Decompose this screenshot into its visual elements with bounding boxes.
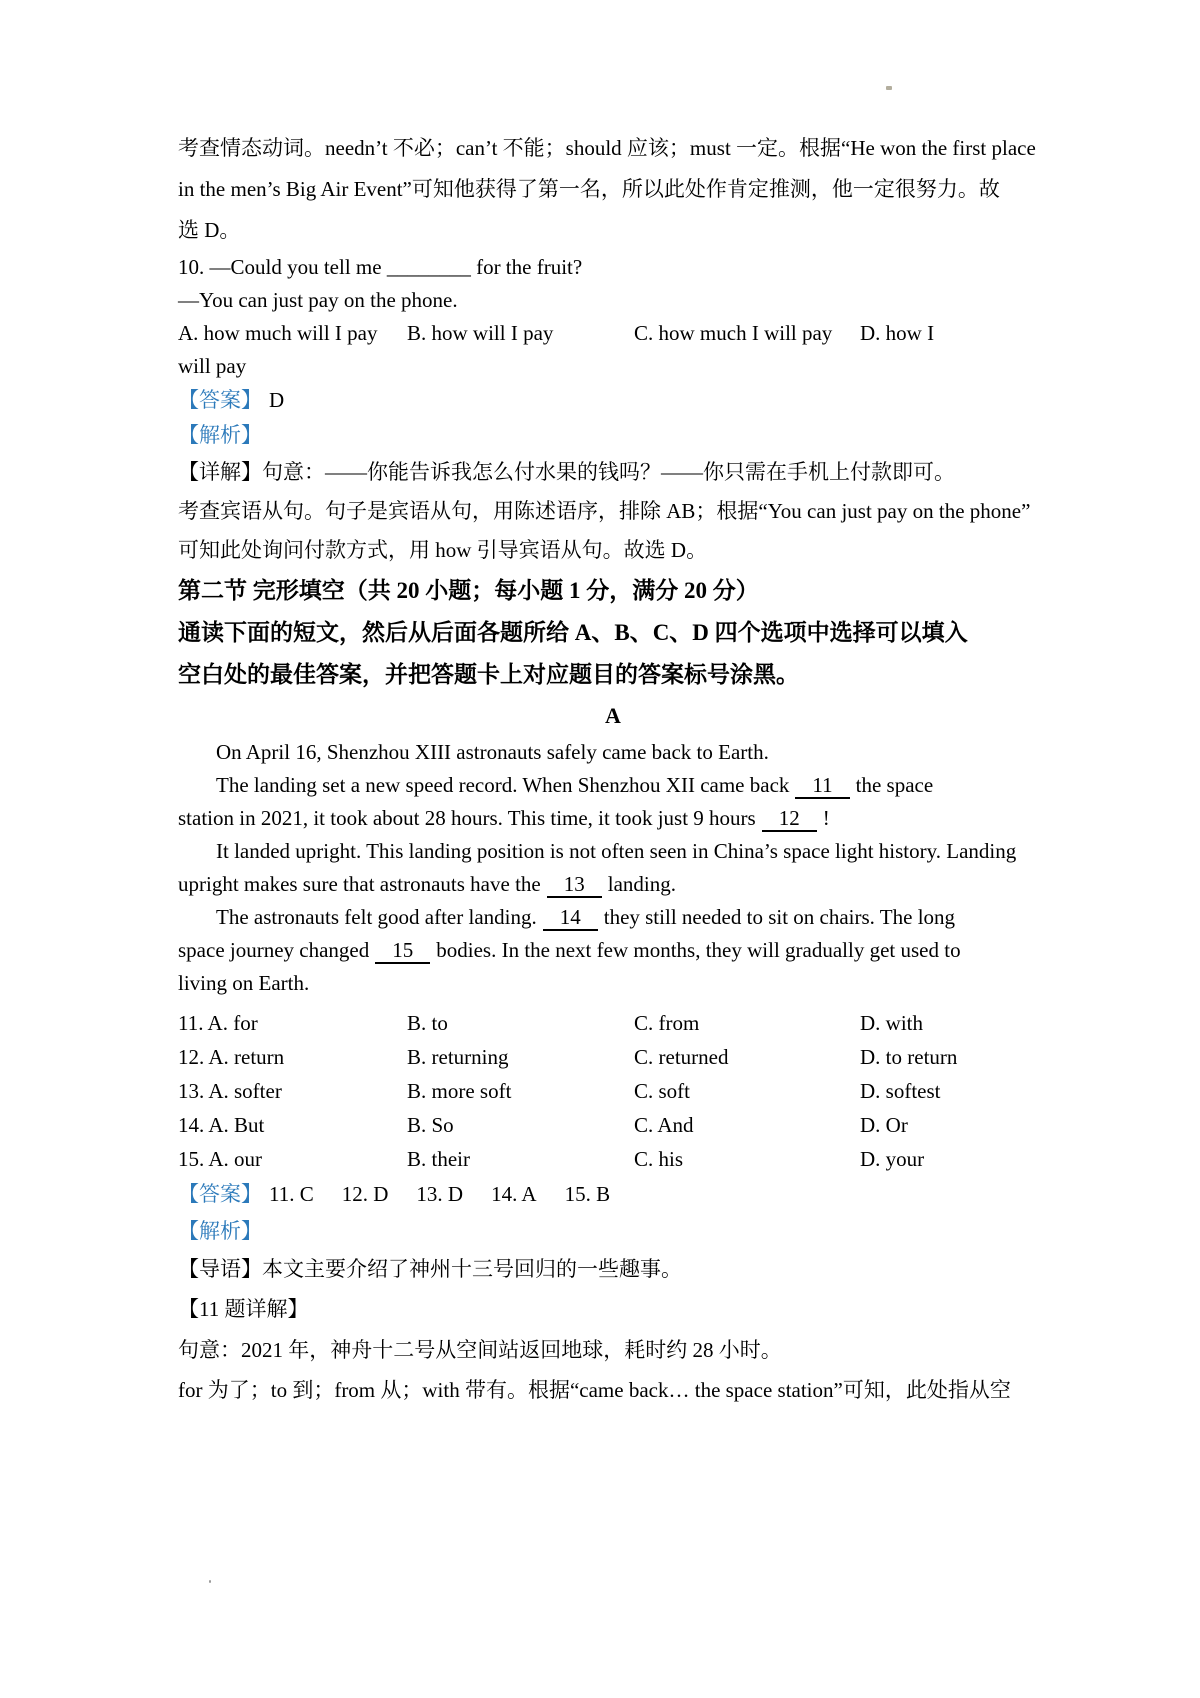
passage-text: station in 2021, it took about 28 hours. This time, it took just 9 hours: [178, 806, 756, 830]
option-row-15: [178, 1142, 1048, 1176]
option-d: D. to return: [860, 1045, 958, 1069]
passage-text: the space: [855, 773, 934, 797]
analysis-label: 【解析】: [178, 1219, 262, 1243]
option-b: B. how will I pay: [407, 321, 554, 345]
passage-text: space journey changed: [178, 938, 370, 962]
passage-text: The landing set a new speed record. When Shenzhou XII came back: [216, 773, 790, 797]
analysis-label: 【解析】: [178, 423, 262, 447]
q10-detail-line: 考查宾语从句。句子是宾语从句，用陈述语序，排除 AB；根据“You can just pay on the phone”: [178, 499, 1031, 523]
passage-line: [178, 802, 1048, 835]
option-d: D. how I: [860, 321, 935, 345]
option-b: B. more soft: [407, 1079, 512, 1103]
passage-text: upright makes sure that astronauts have the: [178, 872, 541, 896]
answer-value: D: [269, 388, 285, 412]
q10-detail-line: 【详解】句意：——你能告诉我怎么付水果的钱吗？——你只需在手机上付款即可。: [178, 460, 955, 484]
cloze-blank-11: 11: [795, 773, 849, 799]
cloze-blank-15: 15: [375, 938, 430, 964]
answer-item: 11. C: [269, 1182, 314, 1206]
option-b: B. their: [407, 1147, 470, 1171]
option-c: C. from: [634, 1011, 700, 1035]
passage-text: they still needed to sit on chairs. The long: [603, 905, 956, 929]
option-b: B. to: [407, 1011, 448, 1035]
passage-line: [178, 769, 1048, 802]
answer-item: 13. D: [416, 1182, 464, 1206]
answer-item: 12. D: [341, 1182, 389, 1206]
section-heading: 第二节 完形填空（共 20 小题；每小题 1 分，满分 20 分）: [178, 578, 759, 603]
document-content: [178, 128, 1048, 1410]
section-instructions-line: 空白处的最佳答案，并把答题卡上对应题目的答案标号涂黑。: [178, 662, 799, 687]
answer-item: 15. B: [564, 1182, 611, 1206]
cloze-answer-line: [178, 1176, 1048, 1212]
passage-a: [178, 696, 1048, 1000]
cloze-blank-12: 12: [762, 806, 817, 832]
cloze-answers-block: [178, 1176, 1048, 1410]
option-d: D. Or: [860, 1113, 908, 1137]
option-b: B. So: [407, 1113, 454, 1137]
explanation-line: 选 D。: [178, 218, 241, 242]
q11-detail-line: for 为了；to 到；from 从；with 带有。根据“came back… the space station”可知，此处指从空: [178, 1378, 1011, 1402]
passage-line: It landed upright. This landing position is not often seen in China’s space light history. Landing: [216, 839, 1017, 863]
question-10-options-row: [178, 317, 1048, 350]
section-2: [178, 570, 1048, 696]
explanation-line: in the men’s Big Air Event”可知他获得了第一名，所以此处作肯定推测，他一定很努力。故: [178, 177, 1000, 201]
q10-detail-line: 可知此处询问付款方式，用 how 引导宾语从句。故选 D。: [178, 538, 708, 562]
passage-line: living on Earth.: [178, 971, 310, 995]
option-d: D. your: [860, 1147, 925, 1171]
passage-line: On April 16, Shenzhou XIII astronauts safely came back to Earth.: [216, 740, 769, 764]
option-d: D. with: [860, 1011, 923, 1035]
option-row-13: [178, 1074, 1048, 1108]
option-a: 14. A. But: [178, 1113, 265, 1137]
scan-artifact-dot-top: [886, 86, 892, 90]
option-c: C. his: [634, 1147, 684, 1171]
option-a: 12. A. return: [178, 1045, 285, 1069]
passage-text: !: [822, 806, 830, 830]
answer-label: 【答案】: [178, 388, 262, 412]
q10-answer-line: [178, 383, 1048, 418]
answer-item: 14. A: [491, 1182, 537, 1206]
passage-line: [178, 901, 1048, 934]
passage-text: The astronauts felt good after landing.: [216, 905, 537, 929]
passage-text: landing.: [607, 872, 676, 896]
option-c: C. how much I will pay: [634, 321, 833, 345]
option-a: 11. A. for: [178, 1011, 258, 1035]
option-row-11: [178, 1006, 1048, 1040]
option-d: D. softest: [860, 1079, 941, 1103]
cloze-options-table: [178, 1006, 1048, 1176]
q10-analysis-line: [178, 418, 1048, 453]
option-row-12: [178, 1040, 1048, 1074]
option-a: 13. A. softer: [178, 1079, 282, 1103]
passage-title: A: [605, 703, 621, 728]
cloze-analysis-line: [178, 1212, 1048, 1250]
section-instructions-line: 通读下面的短文，然后从后面各题所给 A、B、C、D 四个选项中选择可以填入: [178, 620, 968, 645]
cloze-blank-14: 14: [543, 905, 598, 931]
option-c: C. And: [634, 1113, 694, 1137]
passage-line: [178, 934, 1048, 967]
option-b: B. returning: [407, 1045, 509, 1069]
option-a: A. how much will I pay: [178, 321, 378, 345]
answer-label: 【答案】: [178, 1182, 262, 1206]
question-10-reply: —You can just pay on the phone.: [178, 288, 458, 312]
option-a: 15. A. our: [178, 1147, 262, 1171]
explanation-line: 考查情态动词。needn’t 不必；can’t 不能；should 应该；must 一定。根据“He won the first place: [178, 136, 1036, 160]
cloze-intro-line: 【导语】本文主要介绍了神州十三号回归的一些趣事。: [178, 1257, 682, 1281]
passage-line: [178, 868, 1048, 901]
cloze-blank-13: 13: [547, 872, 602, 898]
scan-artifact-dot-bottom: [209, 1580, 211, 1583]
option-d-wrap: will pay: [178, 354, 247, 378]
q11-detail-heading: 【11 题详解】: [178, 1297, 309, 1321]
q11-detail-line: 句意：2021 年，神舟十二号从空间站返回地球，耗时约 28 小时。: [178, 1338, 782, 1362]
passage-text: bodies. In the next few months, they will gradually get used to: [436, 938, 961, 962]
question-10: [178, 251, 1048, 570]
question-10-stem: 10. —Could you tell me ________ for the fruit?: [178, 255, 583, 279]
q9-explanation: [178, 128, 1048, 251]
option-row-14: [178, 1108, 1048, 1142]
option-c: C. soft: [634, 1079, 691, 1103]
option-c: C. returned: [634, 1045, 729, 1069]
